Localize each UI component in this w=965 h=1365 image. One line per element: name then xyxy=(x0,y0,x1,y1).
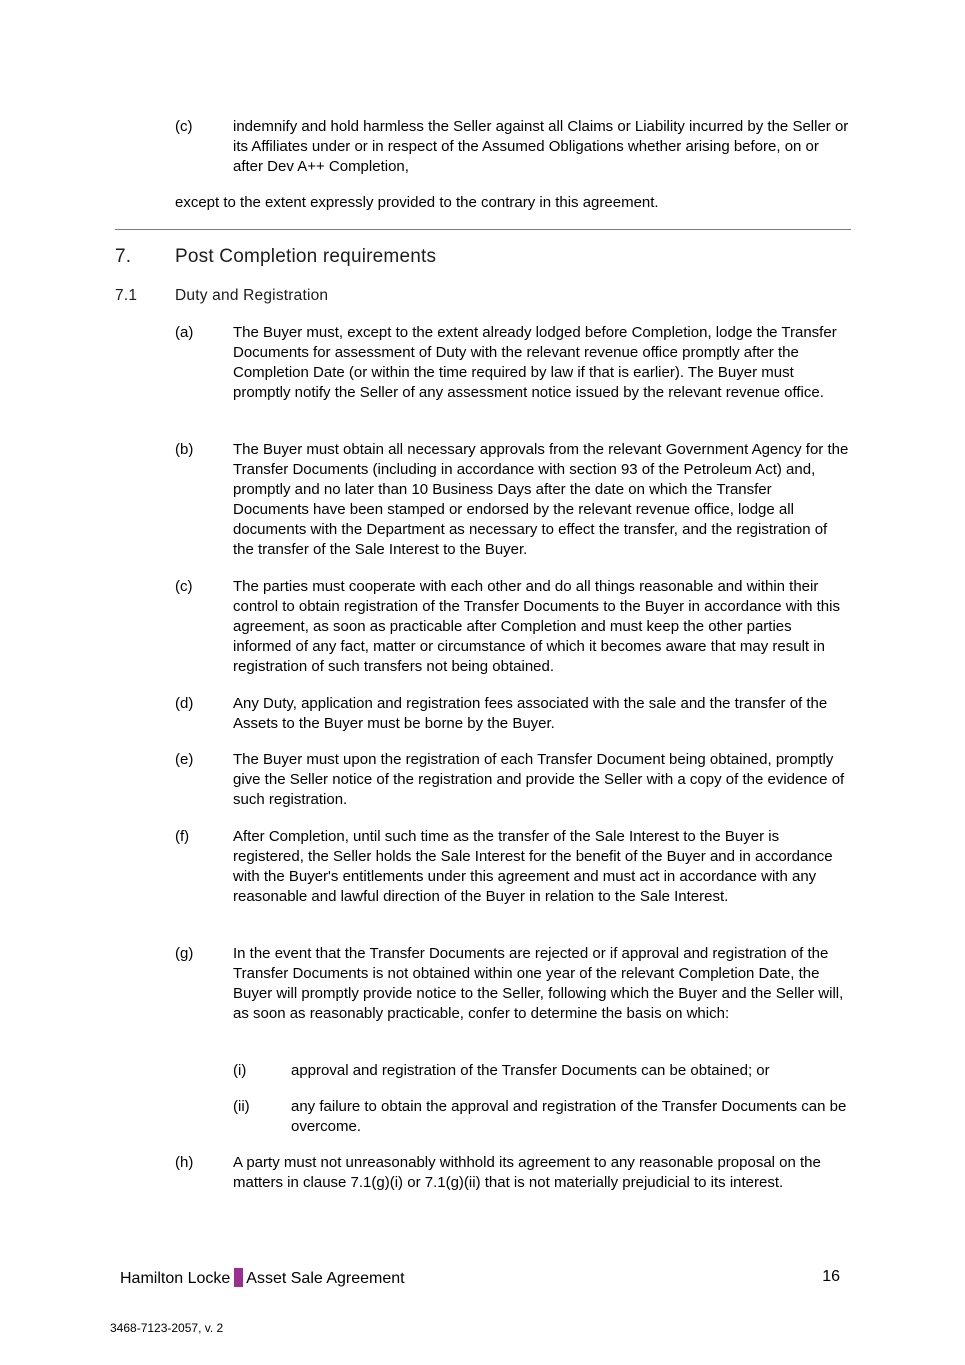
item-label: (f) xyxy=(175,828,190,845)
subsection-title: Duty and Registration xyxy=(175,287,329,304)
firm-name: Hamilton Locke xyxy=(120,1270,231,1287)
footer-left xyxy=(120,1268,405,1288)
item-text: The parties must cooperate with each other and do all things reasonable and within their control to obtain registration of the Transfer Documents to the Buyer in accordance with this agreement, as soon as practicable after Completion and must keep the other parties informed of any fact, matter or circumstance of which it becomes aware that may result in registration of such transfers not being obtained. xyxy=(233,578,840,675)
item-text: The Buyer must upon the registration of each Transfer Document being obtained, promptly give the Seller notice of the registration and provide the Seller with a copy of the evidence of such registration. xyxy=(233,751,845,808)
page-number: 16 xyxy=(822,1268,840,1285)
item-label: (g) xyxy=(175,945,194,962)
subsection-number: 7.1 xyxy=(115,287,138,304)
item-text: Any Duty, application and registration fees associated with the sale and the transfer of the Assets to the Buyer must be borne by the Buyer. xyxy=(233,695,828,732)
subitem-label: (ii) xyxy=(233,1098,250,1115)
item-text: After Completion, until such time as the transfer of the Sale Interest to the Buyer is registered, the Seller holds the Sale Interest for the benefit of the Buyer and in accordance with the Buyer's entitlements under this agreement and must act in accordance with any reasonable and lawful direction of the Buyer in relation to the Sale Interest. xyxy=(233,828,833,905)
subitem-text: any failure to obtain the approval and registration of the Transfer Documents can be overcome. xyxy=(291,1098,847,1135)
item-label: (h) xyxy=(175,1154,194,1171)
brand-bar xyxy=(234,1268,243,1287)
divider xyxy=(115,229,851,230)
item-text: The Buyer must, except to the extent already lodged before Completion, lodge the Transfer Documents for assessment of Duty with the relevant revenue office promptly after the Completion Date (or within the time required by law if that is earlier). The Buyer must promptly notify the Seller of any assessment notice issued by the relevant revenue office. xyxy=(233,324,837,401)
section-number: 7. xyxy=(115,246,132,267)
subitem-label: (i) xyxy=(233,1062,247,1079)
item-label: (e) xyxy=(175,751,194,768)
subitem-text: approval and registration of the Transfer Documents can be obtained; or xyxy=(291,1062,770,1079)
item-label: (c) xyxy=(175,578,193,595)
section-title: Post Completion requirements xyxy=(175,246,437,267)
doc-title: Asset Sale Agreement xyxy=(246,1270,405,1287)
item-text: indemnify and hold harmless the Seller against all Claims or Liability incurred by the Seller or its Affiliates under or in respect of the Assumed Obligations whether arising before, on or after Dev A++ Completion, xyxy=(233,118,849,175)
item-text: A party must not unreasonably withhold its agreement to any reasonable proposal on the matters in clause 7.1(g)(i) or 7.1(g)(ii) that is not materially prejudicial to its interest. xyxy=(233,1154,821,1191)
item-text: In the event that the Transfer Documents are rejected or if approval and registration of the Transfer Documents is not obtained within one year of the relevant Completion Date, the Buyer will promptly provide notice to the Seller, following which the Buyer and the Seller will, as soon as reasonably practicable, confer to determine the basis on which: xyxy=(233,945,844,1022)
item-label: (c) xyxy=(175,118,193,135)
item-label: (a) xyxy=(175,324,194,341)
closing-paragraph: except to the extent expressly provided to the contrary in this agreement. xyxy=(175,194,659,211)
document-id: 3468-7123-2057, v. 2 xyxy=(110,1321,224,1335)
item-label: (b) xyxy=(175,441,194,458)
item-label: (d) xyxy=(175,695,194,712)
item-text: The Buyer must obtain all necessary approvals from the relevant Government Agency for the Transfer Documents (including in accordance with section 93 of the Petroleum Act) and, promptly and no later than 10 Business Days after the date on which the Transfer Documents have been stamped or endorsed by the relevant revenue office, lodge all documents with the Department as necessary to effect the transfer, and the registration of the transfer of the Sale Interest to the Buyer. xyxy=(233,441,849,558)
page-footer xyxy=(120,1268,840,1288)
